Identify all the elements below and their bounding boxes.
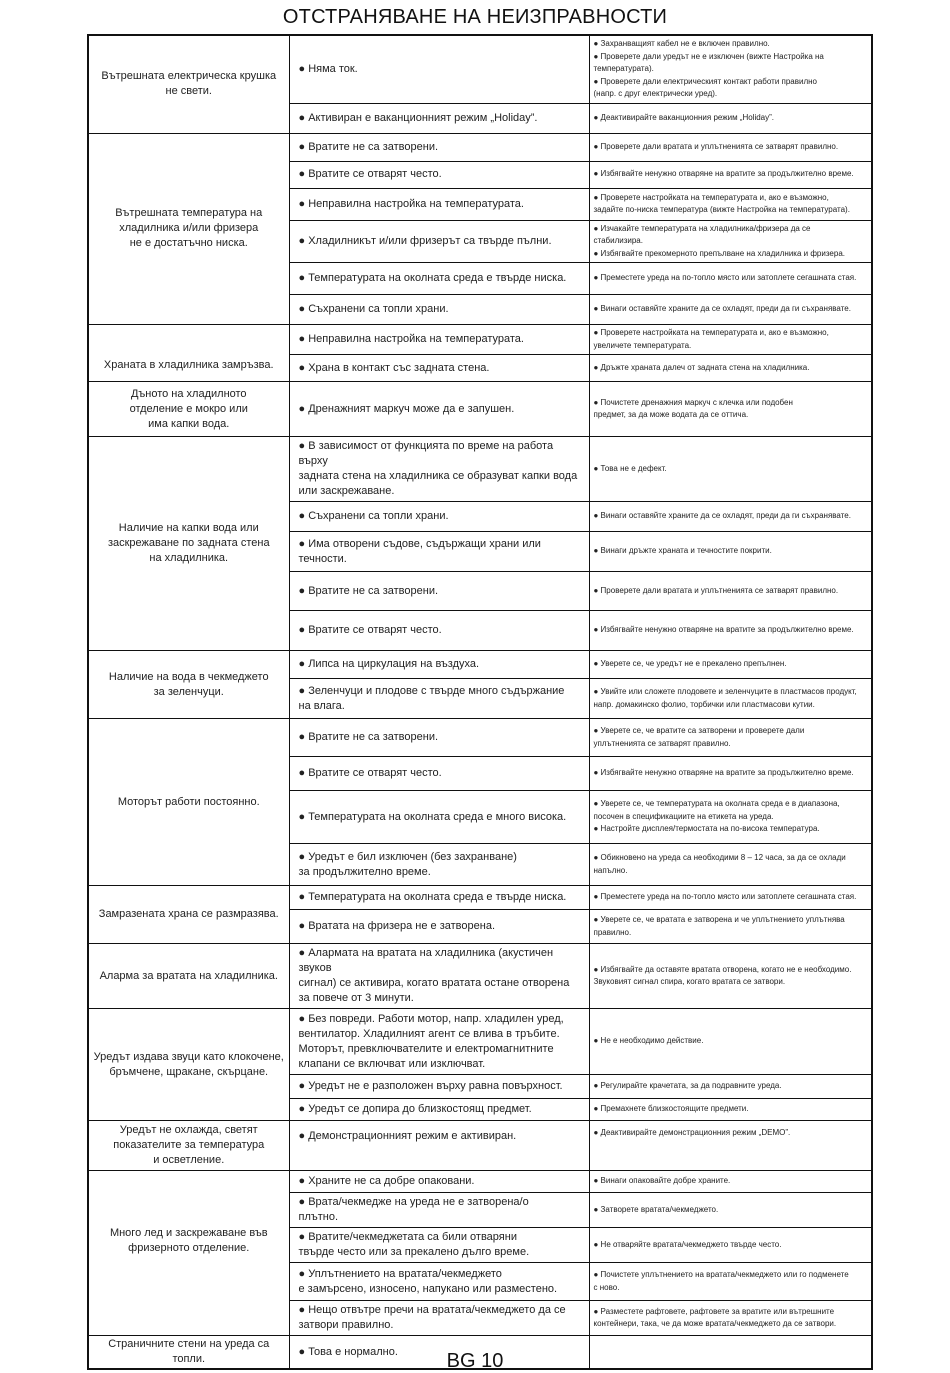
solution-cell: ● Избягвайте ненужно отваряне на вратите за продължително време. <box>589 611 872 651</box>
solution-cell: ● Винаги опаковайте добре храните. <box>589 1171 872 1193</box>
problem-cell: Аларма за вратата на хладилника. <box>88 944 289 1009</box>
solution-cell: ● Затворете вратата/чекмеджето. <box>589 1193 872 1228</box>
solution-cell: ● Преместете уреда на по-топло място или затоплете сегашната стая. <box>589 886 872 910</box>
solution-cell: ● Обикновено на уреда са необходими 8 – 12 часа, за да се охлади напълно. <box>589 844 872 886</box>
solution-cell: ● Винаги дръжте храната и течностите покрити. <box>589 532 872 572</box>
problem-cell: Дъното на хладилното отделение е мокро или има капки вода. <box>88 382 289 437</box>
cause-cell: ● Вратите/чекмеджетата са били отваряни твърде често или за прекалено дълго време. <box>289 1228 589 1263</box>
solution-cell: ● Преместете уреда на по-топло място или затоплете сегашната стая. <box>589 263 872 295</box>
cause-cell: ● Активиран е ваканционният режим „Holiday”. <box>289 103 589 133</box>
cause-cell: ● Храните не са добре опаковани. <box>289 1171 589 1193</box>
cause-cell: ● Съхранени са топли храни. <box>289 502 589 532</box>
solution-cell: ● Уверете се, че температурата на околната среда е в диапазона, посочен в спецификациите на етикета на уреда. ● Настройте дисплея/термостата на по-висока температура. <box>589 791 872 844</box>
solution-cell: ● Проверете настройката на температурата и, ако е възможно, задайте по-ниска температура (вижте Настройка на температурата). <box>589 188 872 220</box>
page-title: ОТСТРАНЯВАНЕ НА НЕИЗПРАВНОСТИ <box>282 6 668 28</box>
cause-cell: ● Уплътнението на вратата/чекмеджето е замърсено, износено, напукано или разместено. <box>289 1263 589 1301</box>
solution-cell: ● Захранващият кабел не е включен правилно. ● Проверете дали уредът не е изключен (вижте Настройка на температурата). ● Проверете дали електрическият контакт работи правилно (напр. с друг електрически уред). <box>589 35 872 103</box>
problem-cell: Замразената храна се размразява. <box>88 886 289 944</box>
problem-cell: Храната в хладилника замръзва. <box>88 325 289 382</box>
cause-cell: ● Съхранени са топли храни. <box>289 295 589 325</box>
problem-cell: Моторът работи постоянно. <box>88 719 289 886</box>
cause-cell: ● В зависимост от функцията по време на работа върху задната стена на хладилника се образуват капки вода или заскрежаване. <box>289 437 589 502</box>
solution-cell: ● Увийте или сложете плодовете и зеленчуците в пластмасов продукт, напр. домакинско фолио, торбички или пластмасови кутии. <box>589 679 872 719</box>
cause-cell: ● Нещо отвътре пречи на вратата/чекмеджето да се затвори правилно. <box>289 1301 589 1336</box>
solution-cell: ● Уверете се, че уредът не е прекалено препълнен. <box>589 651 872 679</box>
problem-cell: Много лед и заскрежаване във фризерното отделение. <box>88 1171 289 1336</box>
cause-cell: ● Неправилна настройка на температурата. <box>289 188 589 220</box>
solution-cell: ● Регулирайте крачетата, за да подравните уреда. <box>589 1075 872 1099</box>
table-row <box>88 886 872 910</box>
problem-cell: Вътрешната електрическа крушка не свети. <box>88 35 289 133</box>
solution-cell: ● Не е необходимо действие. <box>589 1009 872 1075</box>
cause-cell: ● Уредът не е разположен върху равна повърхност. <box>289 1075 589 1099</box>
solution-cell: ● Разместете рафтовете, рафтовете за вратите или вътрешните контейнери, така, че да може вратата/чекмеджето да се затвори. <box>589 1301 872 1336</box>
cause-cell: ● Температурата на околната среда е твърде ниска. <box>289 263 589 295</box>
cause-cell: ● Вратите се отварят често. <box>289 161 589 188</box>
cause-cell: ● Уредът е бил изключен (без захранване) за продължително време. <box>289 844 589 886</box>
table-row <box>88 651 872 679</box>
solution-cell: ● Уверете се, че вратите са затворени и проверете дали уплътненията се затварят правилно. <box>589 719 872 757</box>
solution-cell: ● Избягвайте ненужно отваряне на вратите за продължително време. <box>589 757 872 791</box>
problem-cell: Наличие на вода в чекмеджето за зеленчуци. <box>88 651 289 719</box>
solution-cell: ● Винаги оставяйте храните да се охладят, преди да ги съхранявате. <box>589 295 872 325</box>
cause-cell: ● Хладилникът и/или фризерът са твърде пълни. <box>289 220 589 263</box>
cause-cell: ● Вратите не са затворени. <box>289 572 589 611</box>
table-row <box>88 382 872 437</box>
solution-cell: ● Почистете уплътнението на вратата/чекмеджето или го подменете с ново. <box>589 1263 872 1301</box>
solution-cell: ● Проверете настройката на температурата и, ако е възможно, увеличете температурата. <box>589 325 872 355</box>
table-row <box>88 133 872 161</box>
cause-cell: ● Вратата на фризера не е затворена. <box>289 910 589 944</box>
problem-cell: Уредът не охлажда, светят показателите за температура и осветление. <box>88 1121 289 1171</box>
cause-cell: ● Без повреди. Работи мотор, напр. хладилен уред, вентилатор. Хладилният агент се влива в тръбите. Моторът, превключвателите и електромагнитните клапани се включват или изключват. <box>289 1009 589 1075</box>
cause-cell: ● Това е нормално. <box>289 1336 589 1370</box>
cause-cell: ● Вратите се отварят често. <box>289 757 589 791</box>
solution-cell: ● Почистете дренажния маркуч с клечка или подобен предмет, за да може водата да се оттича. <box>589 382 872 437</box>
table-row <box>88 35 872 103</box>
cause-cell: ● Неправилна настройка на температурата. <box>289 325 589 355</box>
solution-cell: ● Избягвайте да оставяте вратата отворена, когато не е необходимо. Звуковият сигнал спира, когато вратата се затвори. <box>589 944 872 1009</box>
cause-cell: ● Алармата на вратата на хладилника (акустичен звуков сигнал) се активира, когато вратата остане отворена за повече от 3 минути. <box>289 944 589 1009</box>
cause-cell: ● Има отворени съдове, съдържащи храни или течности. <box>289 532 589 572</box>
solution-cell: ● Не отваряйте вратата/чекмеджето твърде често. <box>589 1228 872 1263</box>
problem-cell: Страничните стени на уреда са топли. <box>88 1336 289 1370</box>
table-row <box>88 1171 872 1193</box>
cause-cell: ● Вратите се отварят често. <box>289 611 589 651</box>
cause-cell: ● Дренажният маркуч може да е запушен. <box>289 382 589 437</box>
table-row <box>88 1121 872 1171</box>
troubleshooting-table <box>87 34 873 1370</box>
solution-cell: ● Проверете дали вратата и уплътненията се затварят правилно. <box>589 572 872 611</box>
solution-cell: ● Дръжте храната далеч от задната стена на хладилника. <box>589 355 872 382</box>
cause-cell: ● Температурата на околната среда е много висока. <box>289 791 589 844</box>
solution-cell: ● Деактивирайте демонстрационния режим „DEMO”. <box>589 1121 872 1171</box>
cause-cell: ● Липса на циркулация на въздуха. <box>289 651 589 679</box>
cause-cell: ● Уредът се допира до близкостоящ предмет. <box>289 1099 589 1121</box>
cause-cell: ● Зеленчуци и плодове с твърде много съдържание на влага. <box>289 679 589 719</box>
cause-cell: ● Вратите не са затворени. <box>289 133 589 161</box>
solution-cell: ● Деактивирайте ваканционния режим „Holiday”. <box>589 103 872 133</box>
cause-cell: ● Няма ток. <box>289 35 589 103</box>
solution-cell: ● Премахнете близкостоящите предмети. <box>589 1099 872 1121</box>
problem-cell: Вътрешната температура на хладилника и/или фризера не е достатъчно ниска. <box>88 133 289 325</box>
solution-cell: ● Избягвайте ненужно отваряне на вратите за продължително време. <box>589 161 872 188</box>
table-row <box>88 1009 872 1075</box>
solution-cell: ● Това не е дефект. <box>589 437 872 502</box>
cause-cell: ● Врата/чекмедже на уреда не е затворена/о плътно. <box>289 1193 589 1228</box>
table-row <box>88 325 872 355</box>
cause-cell: ● Вратите не са затворени. <box>289 719 589 757</box>
solution-cell: ● Изчакайте температурата на хладилника/фризера да се стабилизира. ● Избягвайте прекомерното препълване на хладилника и фризера. <box>589 220 872 263</box>
solution-cell: ● Винаги оставяйте храните да се охладят, преди да ги съхранявате. <box>589 502 872 532</box>
cause-cell: ● Храна в контакт със задната стена. <box>289 355 589 382</box>
cause-cell: ● Демонстрационният режим е активиран. <box>289 1121 589 1171</box>
table-row <box>88 719 872 757</box>
problem-cell: Уредът издава звуци като клокочене, бръмчене, щракане, скърцане. <box>88 1009 289 1121</box>
page-number: BG 10 <box>446 1350 504 1372</box>
problem-cell: Наличие на капки вода или заскрежаване по задната стена на хладилника. <box>88 437 289 651</box>
solution-cell: ● Проверете дали вратата и уплътненията се затварят правилно. <box>589 133 872 161</box>
solution-cell: ● Уверете се, че вратата е затворена и че уплътнението уплътнява правилно. <box>589 910 872 944</box>
cause-cell: ● Температурата на околната среда е твърде ниска. <box>289 886 589 910</box>
table-row <box>88 437 872 502</box>
table-row <box>88 944 872 1009</box>
